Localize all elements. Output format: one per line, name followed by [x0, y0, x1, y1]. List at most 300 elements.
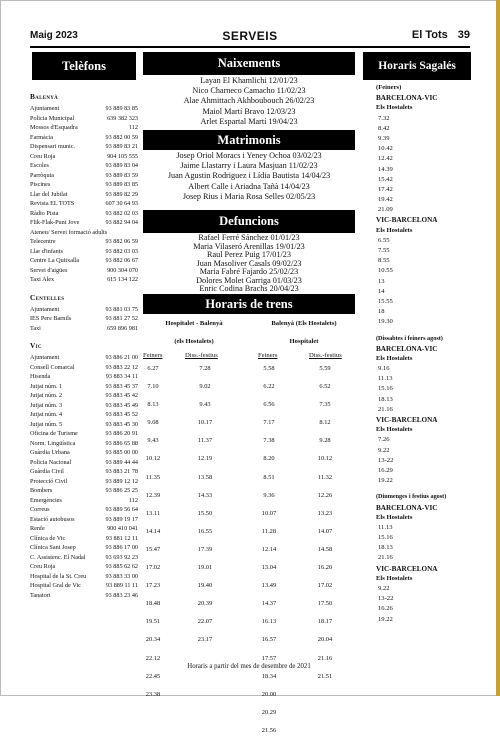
bus-time: 11.13 [378, 523, 393, 531]
bus-weekdays-label: (Feiners) [376, 84, 402, 91]
train-time: 7.35 [319, 401, 331, 409]
death-entry: Rafael Ferré Sánchez 01/01/23 [198, 233, 300, 242]
page-number: 39 [457, 29, 470, 41]
phone-name: Norm. Lingüística [30, 439, 76, 447]
train-time: 16.13 [261, 618, 277, 626]
phone-number: 93 883 45 42 [105, 392, 138, 399]
train-time: 10.12 [145, 455, 161, 463]
bus-time: 9.39 [378, 134, 390, 142]
bus-route: BARCELONA-VIC [376, 503, 438, 512]
phone-name: Bombers [30, 487, 53, 494]
train-direction-1 [143, 319, 245, 346]
train-time: 10.12 [317, 455, 333, 463]
phone-number: 93 889 83 85 [105, 181, 138, 188]
bus-route: BARCELONA-VIC [376, 344, 438, 353]
train-time: 7.28 [199, 365, 211, 372]
train-time: 22.07 [197, 618, 213, 626]
phone-number: 93 882 94 04 [105, 219, 138, 226]
bus-time: 8.42 [378, 124, 390, 132]
train-time: 18.48 [145, 600, 161, 608]
train-time: 14.37 [261, 600, 277, 608]
phone-row [30, 562, 138, 572]
train-time: 9.43 [147, 437, 159, 445]
phone-number: 93 883 22 12 [105, 363, 138, 371]
birth-entry: Nico Charneco Camacho 11/02/23 [192, 86, 306, 96]
train-time: 17.23 [145, 582, 161, 590]
death-entry: Maria Fabré Fajardo 25/02/23 [199, 267, 299, 276]
phone-row [30, 104, 138, 114]
train-time: 20.00 [261, 690, 277, 698]
train-time: 16.55 [197, 527, 213, 535]
marriage-entry: Josep Oriol Moracs i Yeney Ochoa 03/02/23 [176, 151, 322, 160]
phone-number: 93 889 12 12 [105, 477, 138, 485]
phone-number: 93 889 11 11 [105, 582, 138, 589]
train-time: 21.56 [261, 726, 277, 734]
train-time: 20.39 [197, 600, 213, 608]
phone-name: Ajuntament [30, 354, 60, 361]
phone-row [30, 314, 138, 324]
phone-number: 93 883 33 00 [105, 572, 138, 580]
train-time: 15.50 [197, 509, 213, 517]
phone-name: Llar d'infants [30, 247, 63, 255]
phone-number: 93 889 83 04 [105, 162, 138, 169]
phone-name: Clínica de Vic [30, 534, 66, 542]
phone-section-heading: Vic [30, 341, 42, 350]
train-time: 14.33 [197, 491, 213, 499]
direction-1-route: Hospitalet - Balenyà [165, 320, 223, 327]
marriage-entry: Jaime Llastarry i Laura Masjuan 11/02/23 [180, 161, 318, 171]
phone-number: 93 886 65 88 [105, 439, 138, 447]
phone-row [30, 275, 138, 285]
col-head-festius-2: Diss.-festius [309, 352, 342, 359]
train-time: 9.02 [199, 383, 211, 391]
phone-name: Consell Comarcal [30, 363, 75, 371]
train-time: 9.36 [263, 491, 275, 499]
phone-name: Parròquia [30, 171, 55, 179]
deaths-list [143, 234, 355, 294]
phone-name: C. Assistenc. El Nadal [30, 553, 86, 561]
phone-number: 93 889 82 29 [105, 190, 138, 198]
train-time: 12.19 [197, 455, 213, 463]
phone-name: Centre La Quitxalla [30, 257, 80, 264]
train-time: 17.50 [317, 600, 333, 608]
phone-number: 93 886 21 00 [105, 354, 138, 361]
train-time: 23.17 [197, 636, 213, 644]
phone-number: 93 881 12 11 [105, 534, 138, 542]
sagales-heading: Horaris Sagalés [363, 52, 471, 80]
train-time: 20.34 [145, 636, 161, 644]
train-time: 8.13 [147, 401, 159, 409]
phone-number: 93 693 92 23 [105, 553, 138, 561]
train-direction-2 [253, 319, 355, 346]
phone-name: Correus [30, 506, 50, 513]
phone-row [30, 591, 138, 601]
train-time: 9.43 [199, 401, 211, 409]
phone-name: Escoles [30, 162, 49, 169]
phone-number: 904 105 555 [107, 152, 138, 160]
bus-stop: Els Hostalets [376, 513, 413, 521]
phone-row [30, 477, 138, 487]
phone-name: Flik-Flak-Punt Jove [30, 219, 80, 226]
direction-2-stop: Hospitalet [289, 338, 319, 345]
phone-row [30, 401, 138, 411]
phone-name: Hospital Gral de Vic [30, 582, 81, 589]
phone-name: Jutjat núm. 1 [30, 382, 63, 390]
birth-entry: Maiol Martí Bravo 12/03/23 [202, 106, 296, 116]
bus-time: 16.29 [378, 466, 393, 474]
bus-timetable [376, 83, 472, 625]
train-time: 14.14 [145, 527, 161, 535]
phone-row [30, 467, 138, 477]
phone-row [30, 228, 138, 238]
phone-number: 93 885 62 62 [105, 563, 138, 570]
phone-name: Hospital de la St. Creu [30, 572, 87, 580]
phone-number: 659 896 981 [107, 324, 138, 332]
phone-row [30, 486, 138, 496]
phone-name: Ateneu/ Servei formació adults [30, 228, 108, 236]
phone-number: 93 889 83 85 [105, 105, 138, 112]
train-time: 10.17 [197, 419, 213, 427]
phone-row [30, 142, 138, 152]
phone-name: Policia Municipal [30, 114, 75, 122]
phone-number: 93 883 45 30 [105, 420, 138, 428]
phone-section-heading: Balenyà [30, 92, 59, 101]
phone-row [30, 534, 138, 544]
phone-row [30, 152, 138, 162]
phone-name: Clínica Sant Josep [30, 544, 76, 551]
phone-number: 93 889 83 21 [105, 143, 138, 150]
phone-name: Servei d'aigües [30, 266, 68, 274]
bus-time: 7.32 [378, 114, 390, 122]
phone-number: 615 134 122 [107, 276, 138, 283]
phone-name: Tanatori [30, 591, 51, 599]
train-time: 14.07 [317, 527, 333, 535]
train-time: 21.16 [317, 654, 333, 662]
bus-time: 15.16 [378, 534, 393, 542]
phone-row [30, 543, 138, 553]
bus-time: 6.55 [378, 236, 390, 244]
phone-number: 112 [128, 496, 138, 504]
bus-route: VIC-BARCELONA [376, 416, 438, 424]
phone-number: 93 883 45 49 [105, 401, 138, 409]
train-time: 6.52 [319, 383, 331, 391]
marriage-entry: Juan Agustin Rodriguez i Lídia Bautista 14/04/23 [167, 171, 331, 181]
phone-name: Mossos d'Esquadra [30, 124, 78, 131]
train-time: 21.51 [317, 672, 333, 680]
bus-stop: Els Hostalets [376, 226, 413, 234]
phone-name: Jutjat núm. 4 [30, 411, 63, 418]
death-entry: Maria Vilaseró Arenillas 19/01/23 [193, 241, 305, 251]
train-time: 17.39 [197, 545, 213, 553]
phone-name: Policia Nacional [30, 458, 72, 466]
train-time: 12.14 [261, 545, 277, 553]
phone-name: Renfe [30, 525, 45, 532]
train-time: 20.29 [261, 708, 277, 716]
direction-1-stop: (els Hostalets) [174, 338, 214, 345]
bus-time: 18 [378, 308, 385, 316]
phone-row [30, 266, 138, 276]
phone-number: 93 883 21 78 [105, 468, 138, 475]
page-header [30, 30, 470, 44]
train-time: 17.02 [145, 564, 161, 572]
phone-number: 93 883 45 52 [105, 411, 138, 418]
phone-number: 93 886 20 91 [105, 430, 138, 437]
phone-section-heading: Centelles [30, 292, 65, 302]
death-entry: Juan Masoliver Casals 09/02/23 [196, 258, 302, 268]
phone-row [30, 363, 138, 373]
marriage-entry: Josep Rius i Maria Rosa Selles 02/05/23 [182, 191, 316, 201]
phone-row [30, 496, 138, 506]
train-time: 16.20 [317, 564, 333, 572]
phone-number: 639 382 323 [107, 114, 138, 122]
phone-number: 93 885 00 00 [105, 449, 138, 456]
phone-row [30, 209, 138, 219]
bus-route: VIC-BARCELONA [376, 216, 438, 225]
phone-row [30, 247, 138, 257]
phone-number: 93 886 17 00 [105, 544, 138, 551]
bus-time: 15.42 [378, 175, 393, 183]
phone-number: 93 889 19 17 [105, 515, 138, 523]
publication-title [412, 29, 470, 41]
phone-name: Telecentre [30, 238, 56, 245]
train-time: 8.20 [263, 455, 275, 463]
train-time: 5.59 [319, 365, 331, 372]
bus-time: 9.16 [378, 365, 390, 373]
issue-date: Maig 2023 [30, 30, 78, 41]
bus-time: 17.42 [378, 185, 393, 193]
phone-number: 93 882 06 59 [105, 238, 138, 245]
phone-name: Piscines [30, 181, 51, 188]
phone-name: Ajuntament [30, 305, 60, 313]
bus-time: 19.42 [378, 196, 393, 204]
bus-time: 13 [378, 277, 385, 285]
phone-number: 112 [128, 124, 138, 131]
train-time: 17.57 [261, 654, 277, 662]
bus-time: 14 [378, 287, 385, 295]
phone-directory [30, 92, 138, 600]
train-time: 22.45 [145, 672, 161, 680]
marriage-entry: Albert Calle i Ariadna Tañà 14/04/23 [188, 181, 310, 191]
bus-time: 9.22 [378, 446, 390, 454]
train-time: 13.11 [145, 509, 161, 517]
marriages-list [143, 151, 355, 202]
train-time: 18.17 [317, 618, 333, 626]
bus-route: VIC-BARCELONA [376, 564, 438, 573]
bus-time: 14.39 [378, 165, 393, 173]
train-time: 13.58 [197, 473, 213, 481]
train-time: 8.51 [263, 473, 275, 481]
phone-row [30, 161, 138, 171]
train-time: 13.04 [261, 564, 277, 572]
train-column-4 [310, 364, 340, 690]
matrimonis-heading: Matrimonis [143, 130, 355, 150]
phone-name: Jutjat núm. 3 [30, 401, 63, 409]
births-list [143, 76, 355, 127]
naixements-heading: Naixements [143, 52, 355, 75]
phone-number: 93 882 06 67 [105, 257, 138, 264]
bus-time: 10.42 [378, 145, 393, 153]
train-time: 15.47 [145, 545, 161, 553]
phone-row [30, 324, 138, 334]
train-time: 6.22 [263, 383, 275, 391]
bus-time: 21.16 [378, 554, 393, 562]
bus-time: 10.55 [378, 267, 393, 275]
phone-row [30, 353, 138, 363]
train-time: 9.08 [147, 419, 159, 427]
direction-2-route: Balenyà (Els Hostalets) [271, 320, 337, 327]
phone-name: Emergències [30, 496, 62, 504]
phone-name: Guàrdia Urbana [30, 449, 70, 456]
train-time: 14.58 [317, 545, 333, 553]
phone-row [30, 305, 138, 315]
bus-time: 8.55 [378, 257, 390, 265]
birth-entry: Arlet Espartal Martí 19/04/23 [200, 116, 298, 126]
phone-row [30, 123, 138, 133]
phone-row [30, 391, 138, 401]
phone-number: 93 886 25 25 [105, 487, 138, 494]
phone-row [30, 410, 138, 420]
page-edge-stripe [496, 0, 500, 696]
bus-time: 7.26 [378, 436, 390, 444]
phone-row [30, 524, 138, 534]
train-column-1 [139, 364, 167, 708]
death-entry: Enric Codina Brachs 20/04/23 [199, 284, 299, 293]
phone-row [30, 448, 138, 458]
phone-name: Llar del Jubilat [30, 190, 68, 198]
phone-name: Ajuntament [30, 105, 60, 112]
bus-time: 13-22 [378, 595, 394, 603]
train-time: 6.27 [147, 365, 159, 372]
bus-time: 15.16 [378, 385, 393, 393]
col-head-feiners-2: Feiners [258, 352, 278, 359]
header-rule [30, 46, 470, 48]
train-time: 7.10 [147, 383, 159, 391]
bus-sundays-label: (Diumenges i festius agost) [376, 493, 447, 501]
phone-name: Dispensari munic. [30, 143, 76, 150]
phone-row [30, 420, 138, 430]
bus-stop: Els Hostalets [376, 574, 413, 582]
phone-name: Taxi [30, 324, 41, 332]
phone-name: Oficina de Turisme [30, 430, 78, 437]
train-column-3 [254, 364, 284, 744]
col-head-festius-1: Diss.-festius [185, 352, 218, 359]
phone-number: 93 883 23 46 [105, 591, 138, 599]
phone-name: Hisenda [30, 373, 51, 380]
phone-row [30, 180, 138, 190]
train-time: 7.17 [263, 419, 275, 427]
bus-time: 12.42 [378, 155, 393, 163]
train-time: 7.38 [263, 437, 275, 445]
train-footnote: Horaris a partir del mes de desembre de 2021 [187, 663, 311, 670]
train-time: 8.12 [319, 419, 331, 427]
magazine-name: El Tots [411, 29, 448, 41]
phone-row [30, 439, 138, 449]
phone-row [30, 505, 138, 515]
phone-number: 93 882 02 03 [105, 209, 138, 217]
col-head-feiners-1: Feiners [143, 352, 163, 359]
section-title: SERVEIS [222, 29, 278, 43]
phone-name: Creu Roja [30, 563, 56, 570]
bus-time: 16.26 [378, 605, 393, 613]
bus-time: 9.22 [378, 585, 390, 592]
phone-row [30, 171, 138, 181]
train-time: 11.32 [317, 473, 333, 481]
phone-name: Protecció Civil [30, 477, 68, 485]
train-time: 23.38 [145, 690, 161, 698]
bus-time: 19.22 [378, 477, 393, 485]
train-time: 13.49 [261, 582, 277, 590]
train-time: 10.07 [261, 509, 277, 517]
phone-row [30, 458, 138, 468]
trains-heading: Horaris de trens [143, 294, 355, 314]
phone-row [30, 256, 138, 266]
phone-row [30, 572, 138, 582]
train-time: 19.51 [145, 618, 161, 626]
phone-row [30, 429, 138, 439]
bus-stop: Els Hostalets [376, 354, 413, 362]
bus-time: 18.13 [378, 395, 393, 403]
train-time: 11.28 [261, 527, 277, 535]
phone-number: 607 30 64 93 [105, 200, 138, 207]
train-time: 17.02 [317, 582, 333, 590]
phone-name: Guàrdia Civil [30, 468, 64, 475]
train-time: 6.56 [263, 401, 275, 409]
phone-row [30, 553, 138, 563]
train-time: 13.23 [317, 509, 333, 517]
train-time: 16.57 [261, 636, 277, 644]
phone-name: Jutjat núm. 2 [30, 392, 63, 399]
phone-row [30, 515, 138, 525]
phone-name: Taxi Alex [30, 276, 55, 283]
phone-number: 93 881 27 52 [105, 315, 138, 322]
phone-row [30, 114, 138, 124]
phone-name: Estació autobusos [30, 515, 75, 523]
train-time: 19.01 [197, 564, 213, 572]
phone-number: 93 889 83 59 [105, 171, 138, 179]
train-column-2 [190, 364, 220, 654]
phone-number: 93 883 45 37 [105, 382, 138, 390]
train-time: 11.37 [197, 437, 213, 445]
phone-row [30, 218, 138, 228]
bus-time: 19.30 [378, 318, 393, 326]
phone-number: 93 882 00 59 [105, 133, 138, 141]
bus-time: 13-22 [378, 456, 394, 464]
phone-row [30, 382, 138, 392]
death-entry: Dolores Molet Garriga 01/03/23 [196, 275, 302, 285]
phone-number: 900 410 041 [107, 525, 138, 532]
bus-time: 19.22 [378, 615, 393, 623]
train-time: 5.58 [263, 365, 275, 372]
phone-row [30, 581, 138, 591]
phone-number: 93 882 03 03 [105, 247, 138, 255]
phone-name: IES Pere Barnils [30, 315, 72, 322]
death-entry: Raul Perez Puig 17/01/23 [207, 250, 291, 259]
bus-time: 7.55 [378, 247, 390, 254]
bus-saturdays-label: (Dissabtes i feiners agost) [376, 334, 443, 342]
train-time: 22.12 [145, 654, 161, 662]
bus-stop: Els Hostalets [376, 104, 413, 112]
phone-name: Ràdio Pista [30, 209, 59, 217]
train-time: 11.35 [145, 473, 161, 481]
defuncions-heading: Defuncions [143, 210, 355, 233]
phone-number: 93 889 44 44 [105, 458, 138, 466]
phone-name: Jutjat núm. 5 [30, 420, 63, 428]
train-time: 20.04 [317, 636, 333, 644]
bus-time: 18.13 [378, 544, 393, 552]
phone-number: 93 883 34 11 [105, 373, 138, 380]
train-time: 12.26 [317, 491, 333, 499]
birth-entry: Layan El Khamlichi 12/01/23 [200, 76, 298, 85]
